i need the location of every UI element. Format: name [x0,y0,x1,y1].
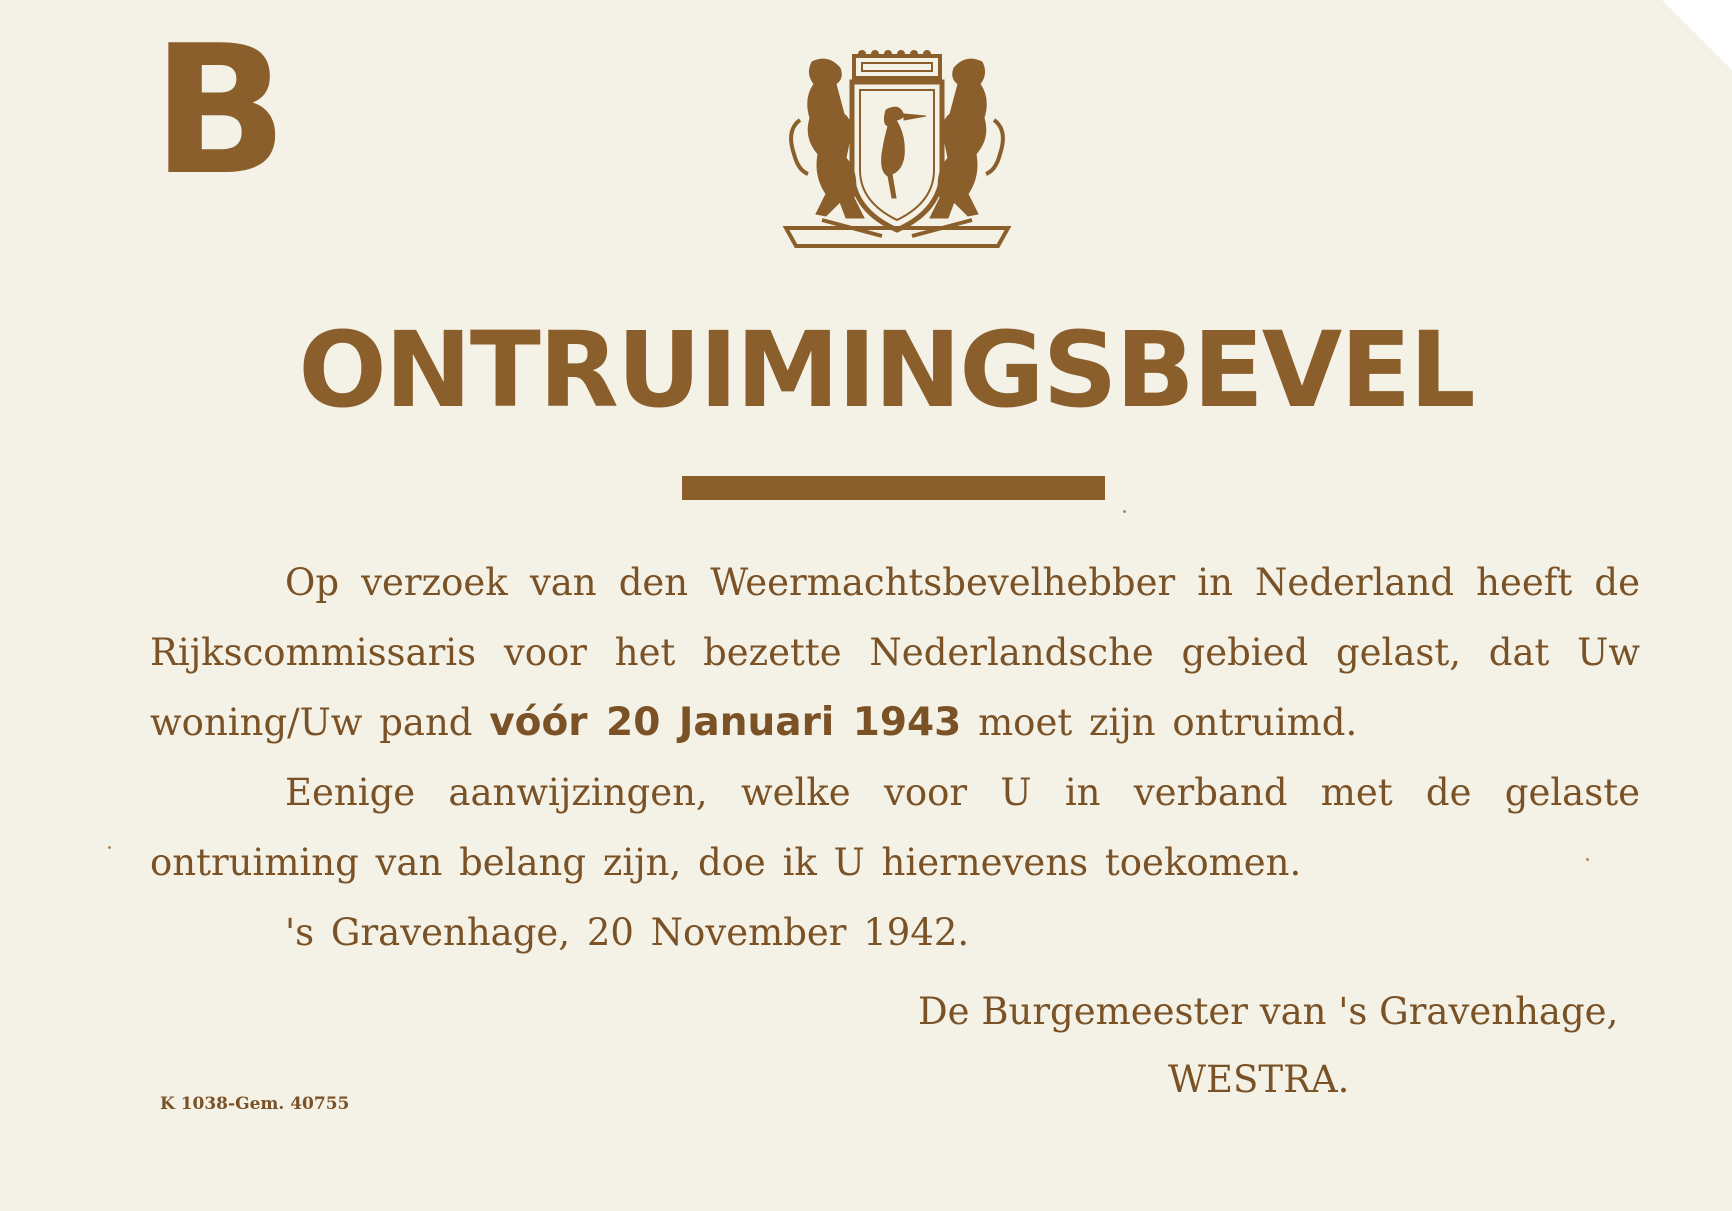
paragraph-instructions: Eenige aanwijzingen, welke voor U in verband met de gelaste ontruiming van belang zijn, doe ik U hiernevens toekomen. [150,771,1640,884]
title-underline-rule [682,476,1105,500]
deadline-emphasis: vóór 20 Januari 1943 [489,700,962,745]
place-and-date: 's Gravenhage, 20 November 1942. [285,911,970,954]
paper-speck [108,846,111,849]
paper-speck [1586,858,1589,861]
the-hague-coat-of-arms-icon [782,50,1012,250]
paragraph-order [150,548,1640,758]
paragraph-order-ending: moet zijn ontruimd. [978,701,1358,744]
folded-corner [1662,0,1732,70]
signature-block [918,978,1638,1114]
print-code: K 1038-Gem. 40755 [160,1094,350,1114]
notice-body [150,548,1640,968]
paper-speck [1123,510,1126,513]
paragraph-order-text: Op verzoek van den Weermachtsbevelhebber in Nederland heeft de Rijkscommissaris voor het bezette Nederlandsche gebied gelast, dat Uw woning/Uw pand [150,561,1640,744]
document-title: ONTRUIMINGSBEVEL [298,309,1474,431]
signatory-name: WESTRA. [1168,1058,1350,1101]
section-letter: B [152,7,288,214]
signatory-title: De Burgemeester van 's Gravenhage, [918,990,1619,1033]
